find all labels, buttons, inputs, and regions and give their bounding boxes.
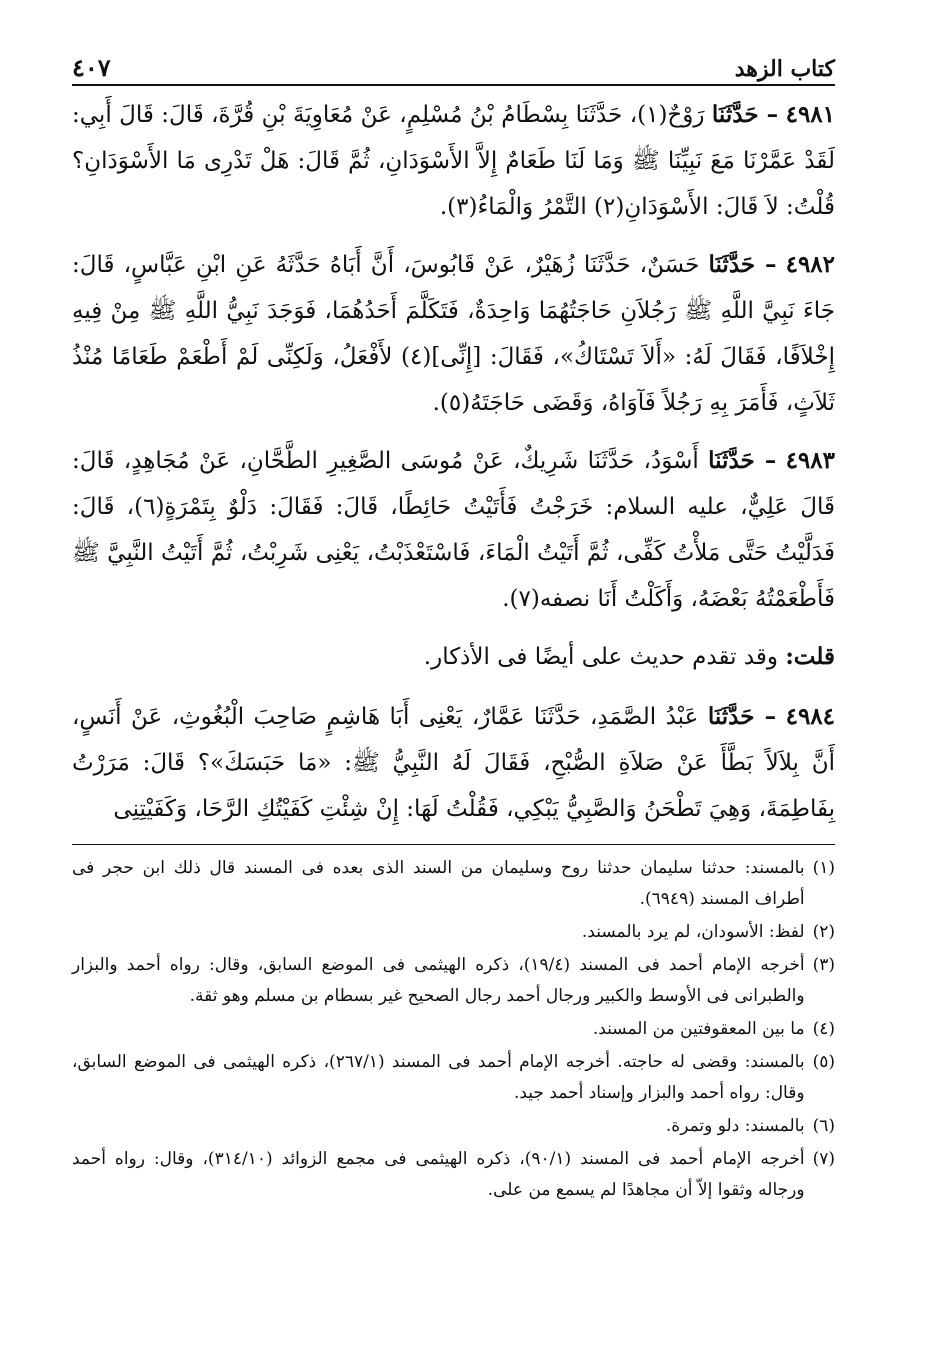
hadith-number: ٤٩٨٤ xyxy=(785,703,836,730)
footnote-text: بالمسند: وقضى له حاجته. أخرجه الإمام أحمد فى المسند (٢٦٧/١)، ذكره الهيثمى فى الموضع السابق، وقال: رواه أحمد والبزار وإسناد أحمد جيد. xyxy=(72,1052,805,1103)
footnote-item xyxy=(72,853,835,915)
footnote-number: (٤) xyxy=(812,1019,835,1039)
hadith-4983: ٤٩٨٣ – حَدَّثَنَا أَسْوَدُ، حَدَّثَنَا شَرِيكٌ، عَنْ مُوسَى الصَّغِيرِ الطَّحَّانِ، عَنْ مُجَاهِدٍ، قَالَ: قَالَ عَلِيٌّ، عليه السلام: خَرَجْتُ فَأَتَيْتُ حَائِطًا، قَالَ: فَقَالَ: دَلْوٌ بِتَمْرَةٍ(٦)، قَالَ: فَدَلَّيْتُ حَتَّى مَلأْتُ كَفِّى، ثُمَّ أَتَيْتُ الْمَاءَ، فَاسْتَعْذَبْتُ، يَعْنِى شَرِبْتُ، ثُمَّ أَتَيْتُ النَّبِيَّ ﷺ فَأَطْعَمْتُهُ بَعْضَهُ، وَأَكَلْتُ أَنَا نصفه(٧). xyxy=(72,447,836,612)
hadith-lead: حَدَّثَنَا xyxy=(707,703,755,730)
footnote-number: (٧) xyxy=(812,1149,835,1169)
hadith-lead: حَدَّثَنَا xyxy=(708,447,755,474)
hadith-number: ٤٩٨٢ xyxy=(785,251,836,278)
hadith-text: أَسْوَدُ، حَدَّثَنَا شَرِيكٌ، عَنْ مُوسَى الصَّغِيرِ الطَّحَّانِ، عَنْ مُجَاهِدٍ، قَالَ: قَالَ عَلِيٌّ، عليه السلام: خَرَجْتُ فَأَتَيْتُ حَائِطًا، قَالَ: فَقَالَ: دَلْوٌ بِتَمْرَةٍ(٦)، قَالَ: فَدَلَّيْتُ حَتَّى مَلأْتُ كَفِّى، ثُمَّ أَتَيْتُ الْمَاءَ، فَاسْتَعْذَبْتُ، يَعْنِى شَرِبْتُ، ثُمَّ أَتَيْتُ النَّبِيَّ ﷺ فَأَطْعَمْتُهُ بَعْضَهُ، وَأَكَلْتُ أَنَا نصفه(٧). xyxy=(72,448,836,612)
footnote-number: (٣) xyxy=(812,955,835,975)
footnote-item xyxy=(72,1144,835,1206)
note-label: قلت: xyxy=(785,643,835,670)
footnote-item xyxy=(72,1111,835,1142)
hadith-number: ٤٩٨١ xyxy=(785,101,836,128)
footnote-text: أخرجه الإمام أحمد فى المسند (١٩/٤)، ذكره الهيثمى فى الموضع السابق، وقال: رواه أحمد والبزار والطبرانى فى الأوسط والكبير ورجال أحمد رجال الصحيح غير بسطام بن مسلم وهو ثقة. xyxy=(72,955,805,1006)
hadith-4982: ٤٩٨٢ – حَدَّثَنَا حَسَنٌ، حَدَّثَنَا زُهَيْرٌ، عَنْ قَابُوسَ، أَنَّ أَبَاهُ حَدَّثَهُ عَنِ ابْنِ عَبَّاسٍ، قَالَ: جَاءَ نَبِيَّ اللَّهِ ﷺ رَجُلاَنِ حَاجَتُهُمَا وَاحِدَةٌ، فَتَكَلَّمَ أَحَدُهُمَا، فَوَجَدَ نَبِيُّ اللَّهِ ﷺ مِنْ فِيهِ إِخْلاَفًا، فَقَالَ لَهُ: «أَلاَ تَسْتَاكُ»، فَقَالَ: [إِنِّى](٤) لأَفْعَلُ، وَلَكِنِّى لَمْ أَطْعَمْ طَعَامًا مُنْذُ ثَلاَثٍ، فَأَمَرَ بِهِ رَجُلاً فَآوَاهُ، وَقَضَى حَاجَتَهُ(٥). xyxy=(72,251,836,416)
main-text xyxy=(72,92,835,832)
hadith-lead: حَدَّثَنَا xyxy=(711,101,759,128)
footnote-number: (١) xyxy=(812,858,835,878)
book-title: كتاب الزهد xyxy=(734,56,835,82)
footnote-item xyxy=(72,1047,835,1109)
hadith-4981: ٤٩٨١ – حَدَّثَنَا رَوْحٌ(١)، حَدَّثَنَا بِسْطَامُ بْنُ مُسْلِمٍ، عَنْ مُعَاوِيَةَ بْنِ قُرَّةَ، قَالَ: قَالَ أَبِي: لَقَدْ عَمَّرْنَا مَعَ نَبِيِّنَا ﷺ وَمَا لَنَا طَعَامٌ إِلاَّ الأَسْوَدَانِ، ثُمَّ قَالَ: هَلْ تَدْرِى مَا الأَسْوَدَانِ؟ قُلْتُ: لاَ قَالَ: الأَسْوَدَانِ(٢) التَّمْرُ وَالْمَاءُ(٣). xyxy=(72,101,836,220)
editor-note xyxy=(72,634,835,680)
footnotes xyxy=(72,853,835,1206)
footnote-text: لفظ: الأسودان، لم يرد بالمسند. xyxy=(581,922,805,942)
hadith-text: عَبْدُ الصَّمَدِ، حَدَّثَنَا عَمَّارٌ، يَعْنِى أَبَا هَاشِمٍ صَاحِبَ الْبُغُوثِ، عَنْ أَنَسٍ، أَنَّ بِلاَلاً بَطَّأَ عَنْ صَلاَةِ الصُّبْحِ، فَقَالَ لَهُ النَّبِيُّ ﷺ: «مَا حَبَسَكَ»؟ قَالَ: مَرَرْتُ بِفَاطِمَةَ، وَهِيَ تَطْحَنُ وَالصَّبِيُّ يَبْكِي، فَقُلْتُ لَهَا: إِنْ شِئْتِ كَفَيْتُكِ الرَّحَا، وَكَفَيْتِنِى xyxy=(72,704,835,822)
footnote-text: بالمسند: حدثنا سليمان حدثنا روح وسليمان من السند الذى بعده فى المسند قال ذلك ابن حجر فى أطراف المسند (٦٩٤٩). xyxy=(72,858,805,909)
footnote-item xyxy=(72,1014,835,1045)
page-number: ٤٠٧ xyxy=(72,53,111,82)
footnote-number: (٢) xyxy=(812,922,835,942)
footnote-item xyxy=(72,950,835,1012)
footnote-text: أخرجه الإمام أحمد فى المسند (٩٠/١)، ذكره الهيثمى فى مجمع الزوائد (٣١٤/١٠)، وقال: رواه أحمد ورجاله وثقوا إلاّ أن مجاهدًا لم يسمع من على. xyxy=(72,1149,805,1200)
footnote-divider xyxy=(72,844,835,845)
hadith-text: رَوْحٌ(١)، حَدَّثَنَا بِسْطَامُ بْنُ مُسْلِمٍ، عَنْ مُعَاوِيَةَ بْنِ قُرَّةَ، قَالَ: قَالَ أَبِي: لَقَدْ عَمَّرْنَا مَعَ نَبِيِّنَا ﷺ وَمَا لَنَا طَعَامٌ إِلاَّ الأَسْوَدَانِ، ثُمَّ قَالَ: هَلْ تَدْرِى مَا الأَسْوَدَانِ؟ قُلْتُ: لاَ قَالَ: الأَسْوَدَانِ(٢) التَّمْرُ وَالْمَاءُ(٣). xyxy=(72,102,835,220)
hadith-text: حَسَنٌ، حَدَّثَنَا زُهَيْرٌ، عَنْ قَابُوسَ، أَنَّ أَبَاهُ حَدَّثَهُ عَنِ ابْنِ عَبَّاسٍ، قَالَ: جَاءَ نَبِيَّ اللَّهِ ﷺ رَجُلاَنِ حَاجَتُهُمَا وَاحِدَةٌ، فَتَكَلَّمَ أَحَدُهُمَا، فَوَجَدَ نَبِيُّ اللَّهِ ﷺ مِنْ فِيهِ إِخْلاَفًا، فَقَالَ لَهُ: «أَلاَ تَسْتَاكُ»، فَقَالَ: [إِنِّى](٤) لأَفْعَلُ، وَلَكِنِّى لَمْ أَطْعَمْ طَعَامًا مُنْذُ ثَلاَثٍ، فَأَمَرَ بِهِ رَجُلاً فَآوَاهُ، وَقَضَى حَاجَتَهُ(٥). xyxy=(72,252,835,416)
hadith-4984: ٤٩٨٤ – حَدَّثَنَا عَبْدُ الصَّمَدِ، حَدَّثَنَا عَمَّارٌ، يَعْنِى أَبَا هَاشِمٍ صَاحِبَ الْبُغُوثِ، عَنْ أَنَسٍ، أَنَّ بِلاَلاً بَطَّأَ عَنْ صَلاَةِ الصُّبْحِ، فَقَالَ لَهُ النَّبِيُّ ﷺ: «مَا حَبَسَكَ»؟ قَالَ: مَرَرْتُ بِفَاطِمَةَ، وَهِيَ تَطْحَنُ وَالصَّبِيُّ يَبْكِي، فَقُلْتُ لَهَا: إِنْ شِئْتِ كَفَيْتُكِ الرَّحَا، وَكَفَيْتِنِى xyxy=(72,703,836,822)
footnote-number: (٥) xyxy=(812,1052,835,1072)
footnote-number: (٦) xyxy=(812,1116,835,1136)
footnote-text: ما بين المعقوفتين من المسند. xyxy=(592,1019,805,1039)
footnote-text: بالمسند: دلو وتمرة. xyxy=(665,1116,805,1136)
hadith-number: ٤٩٨٣ xyxy=(785,447,835,474)
note-text: وقد تقدم حديث على أيضًا فى الأذكار. xyxy=(423,644,778,670)
hadith-lead: حَدَّثَنَا xyxy=(708,251,756,278)
footnote-item xyxy=(72,917,835,948)
page-header xyxy=(72,36,835,86)
